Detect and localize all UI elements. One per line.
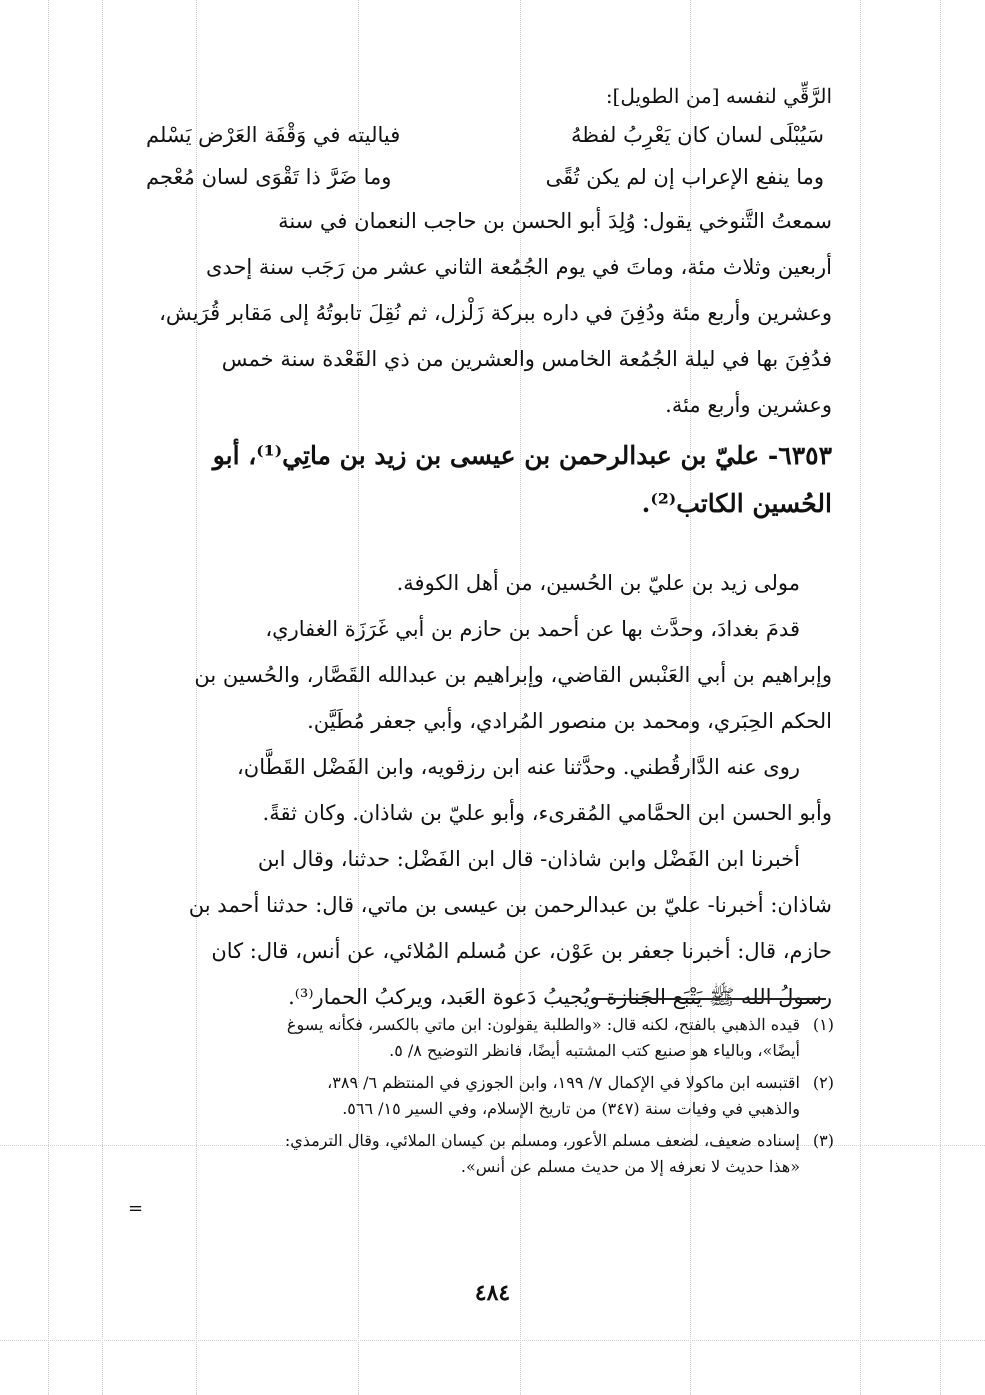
paragraph-line: أربعين وثلاث مئة، وماتَ في يوم الجُمُعة الثاني عشر من رَجَب سنة إحدى (205, 255, 832, 279)
paragraph-line: فدُفِنَ بها في ليلة الجُمُعة الخامس والعشرين من ذي القَعْدة سنة خمس (221, 347, 832, 371)
scan-grid-line (860, 0, 861, 1395)
verse-second-hemistich: وما ضَرَّ ذا تَقْوَى لسان مُعْجم (146, 165, 392, 189)
paragraph-line: وعشرين وأربع مئة ودُفِنَ في داره ببركة زَلْزل، ثم نُقِلَ تابوتُهُ إلى مَقابر قُرَيش، (159, 301, 832, 325)
footnote-number: (٢) (812, 1073, 834, 1092)
scan-grid-line (0, 1340, 985, 1341)
verse-line (132, 114, 832, 156)
poem-intro: الرَّقِّي لنفسه [من الطويل]: (605, 84, 832, 108)
footnote-number: (١) (812, 1015, 834, 1034)
paragraph-line: قدمَ بغدادَ، وحدَّث بها عن أحمد بن حازم بن أبي غَرَزَة الغفاري، (265, 617, 800, 641)
footnote-line: اقتبسه ابن ماكولا في الإكمال ٧/ ١٩٩، وابن الجوزي في المنتظم ٦/ ٣٨٩، (327, 1073, 800, 1092)
paragraph-line: مولى زيد بن عليّ بن الحُسين، من أهل الكوفة. (396, 571, 800, 595)
footnote-line: أيضًا»، وبالياء هو صنيع كتب المشتبه أيضًا، فانظر التوضيح ٨/ ٥. (389, 1041, 800, 1060)
entry-heading: ٦٣٥٣- عليّ بن عبدالرحمن بن عيسى بن زيد بن ماتِي⁽¹⁾، أبو (212, 441, 832, 470)
scan-grid-line (940, 0, 941, 1395)
footnote-separator (594, 998, 826, 1000)
page-number: ٤٨٤ (474, 1280, 511, 1306)
footnotes (134, 1012, 834, 1186)
footnote-number: (٣) (812, 1131, 834, 1150)
verse-first-hemistich: سَيُبْلَى لسان كان يَعْرِبُ لفظهُ (570, 123, 824, 147)
footnote (134, 1012, 834, 1064)
paragraph-line: حازم، قال: أخبرنا جعفر بن عَوْن، عن مُسلم المُلائي، عن أنس، قال: كان (211, 939, 832, 963)
verse-first-hemistich: وما ينفع الإعراب إن لم يكن تُقًى (545, 165, 824, 189)
paragraph-line: رسولُ الله ﷺ يَتْبَع الجَنازة ويُجيبُ دَعوة العَبد، ويركبُ الحمار⁽³⁾. (288, 985, 832, 1009)
footnote-line: قيده الذهبي بالفتح، لكنه قال: «والطلبة يقولون: ابن ماتي بالكسر، فكأنه يسوغ (286, 1015, 800, 1034)
entry-heading: الحُسين الكاتب⁽²⁾. (641, 489, 832, 518)
footnote-line: والذهبي في وفيات سنة (٣٤٧) من تاريخ الإسلام، وفي السير ١٥/ ٥٦٦. (342, 1099, 800, 1118)
paragraph-line: الحكم الحِبَري، ومحمد بن منصور المُرادي، وأبي جعفر مُطَيَّن. (307, 709, 832, 733)
paragraph-line: وعشرين وأربع مئة. (665, 393, 832, 417)
paragraph-line: أخبرنا ابن الفَضْل وابن شاذان- قال ابن الفَضْل: حدثنا، وقال ابن (257, 847, 800, 871)
main-text (132, 78, 832, 1020)
footnote (134, 1128, 834, 1180)
paragraph-line: وإبراهيم بن أبي العَنْبس القاضي، وإبراهيم بن عبدالله القَصَّار، والحُسين بن (194, 663, 832, 687)
paragraph-line: روى عنه الدَّارقُطني. وحدَّثنا عنه ابن رزقويه، وابن الفَضْل القَطَّان، (237, 755, 800, 779)
scan-grid-line (48, 0, 49, 1395)
footnote-line: إسناده ضعيف، لضعف مسلم الأعور، ومسلم بن كيسان الملائي، وقال الترمذي: (284, 1131, 800, 1150)
scan-grid-line (102, 0, 103, 1395)
verse-line (132, 156, 832, 198)
continuation-mark: = (128, 1198, 144, 1219)
footnote (134, 1070, 834, 1122)
paragraph-line: وأبو الحسن ابن الحمَّامي المُقرىء، وأبو عليّ بن شاذان. وكان ثقةً. (262, 801, 832, 825)
paragraph-line: شاذان: أخبرنا- عليّ بن عبدالرحمن بن عيسى بن ماتي، قال: حدثنا أحمد بن (188, 893, 832, 917)
footnote-line: «هذا حديث لا نعرفه إلا من حديث مسلم عن أنس». (460, 1157, 800, 1176)
verse-second-hemistich: فياليته في وَقْفَة العَرْض يَسْلم (146, 123, 401, 147)
paragraph-line: سمعتُ التَّنوخي يقول: وُلِدَ أبو الحسن بن حاجب النعمان في سنة (278, 209, 832, 233)
